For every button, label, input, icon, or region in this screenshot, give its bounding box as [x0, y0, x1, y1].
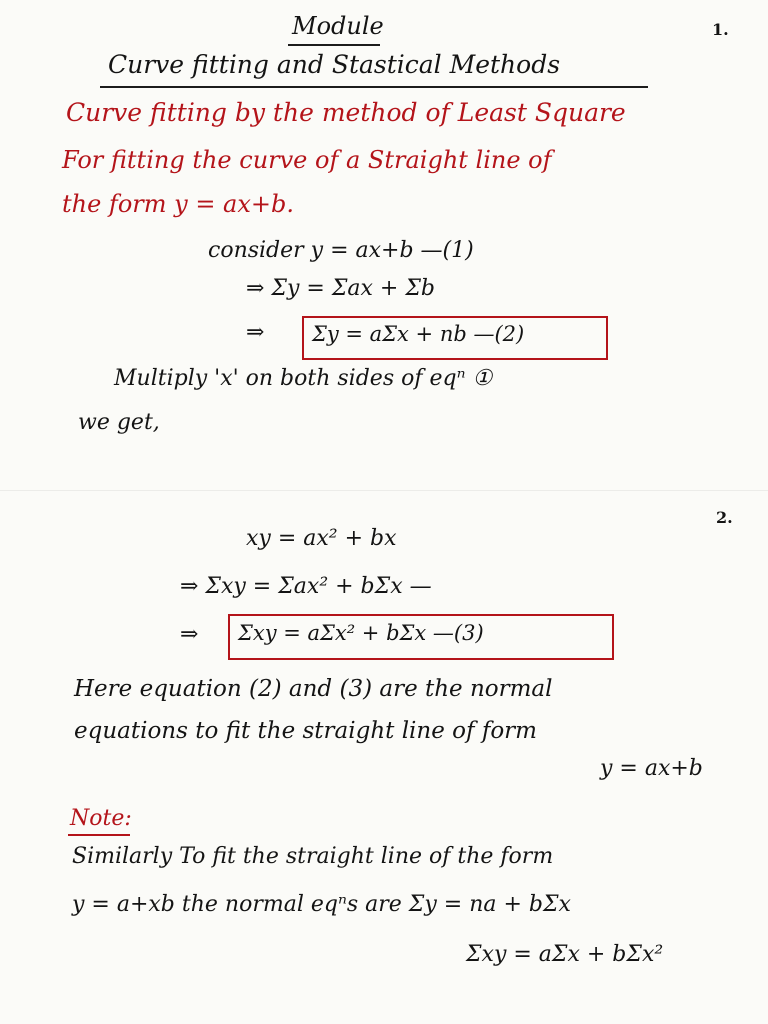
- module-title: Curve fitting and Stastical Methods: [108, 50, 561, 79]
- consider-equation: consider y = ax+b —(1): [208, 238, 474, 263]
- title-underline: [100, 86, 648, 88]
- note-label: Note:: [70, 806, 132, 831]
- module-underline: [288, 44, 380, 46]
- multiply-line-1: Multiply 'x' on both sides of eqⁿ ①: [114, 366, 493, 391]
- note-line-3: Σxy = aΣx + bΣx²: [466, 942, 664, 967]
- module-heading: Module: [292, 12, 384, 40]
- xy-equation: xy = ax² + bx: [246, 526, 397, 551]
- page-number-1: 1.: [712, 20, 729, 39]
- page-divider: [0, 490, 768, 491]
- explanation-line-3: y = ax+b: [600, 756, 703, 781]
- explanation-line-2: equations to fit the straight line of form: [74, 718, 537, 744]
- intro-line-2: the form y = ax+b.: [62, 190, 294, 218]
- multiply-line-2: we get,: [78, 410, 160, 435]
- sum-step-1: ⇒ Σy = Σax + Σb: [246, 276, 435, 301]
- normal-equation-2: Σy = aΣx + nb —(2): [312, 322, 525, 346]
- note-line-2: y = a+xb the normal eqⁿs are Σy = na + bΣx: [72, 892, 571, 917]
- sum-step-2-arrow: ⇒: [246, 320, 265, 345]
- page-number-2: 2.: [716, 508, 733, 527]
- sum-xy-arrow: ⇒: [180, 622, 199, 647]
- note-line-1: Similarly To fit the straight line of the form: [72, 844, 554, 869]
- intro-line-1: For fitting the curve of a Straight line of: [62, 146, 552, 174]
- explanation-line-1: Here equation (2) and (3) are the normal: [74, 676, 553, 702]
- normal-equation-3: Σxy = aΣx² + bΣx —(3): [238, 621, 484, 645]
- note-underline: [68, 834, 130, 836]
- section-title: Curve fitting by the method of Least Square: [66, 98, 626, 127]
- sum-xy-equation: ⇒ Σxy = Σax² + bΣx —: [180, 574, 432, 599]
